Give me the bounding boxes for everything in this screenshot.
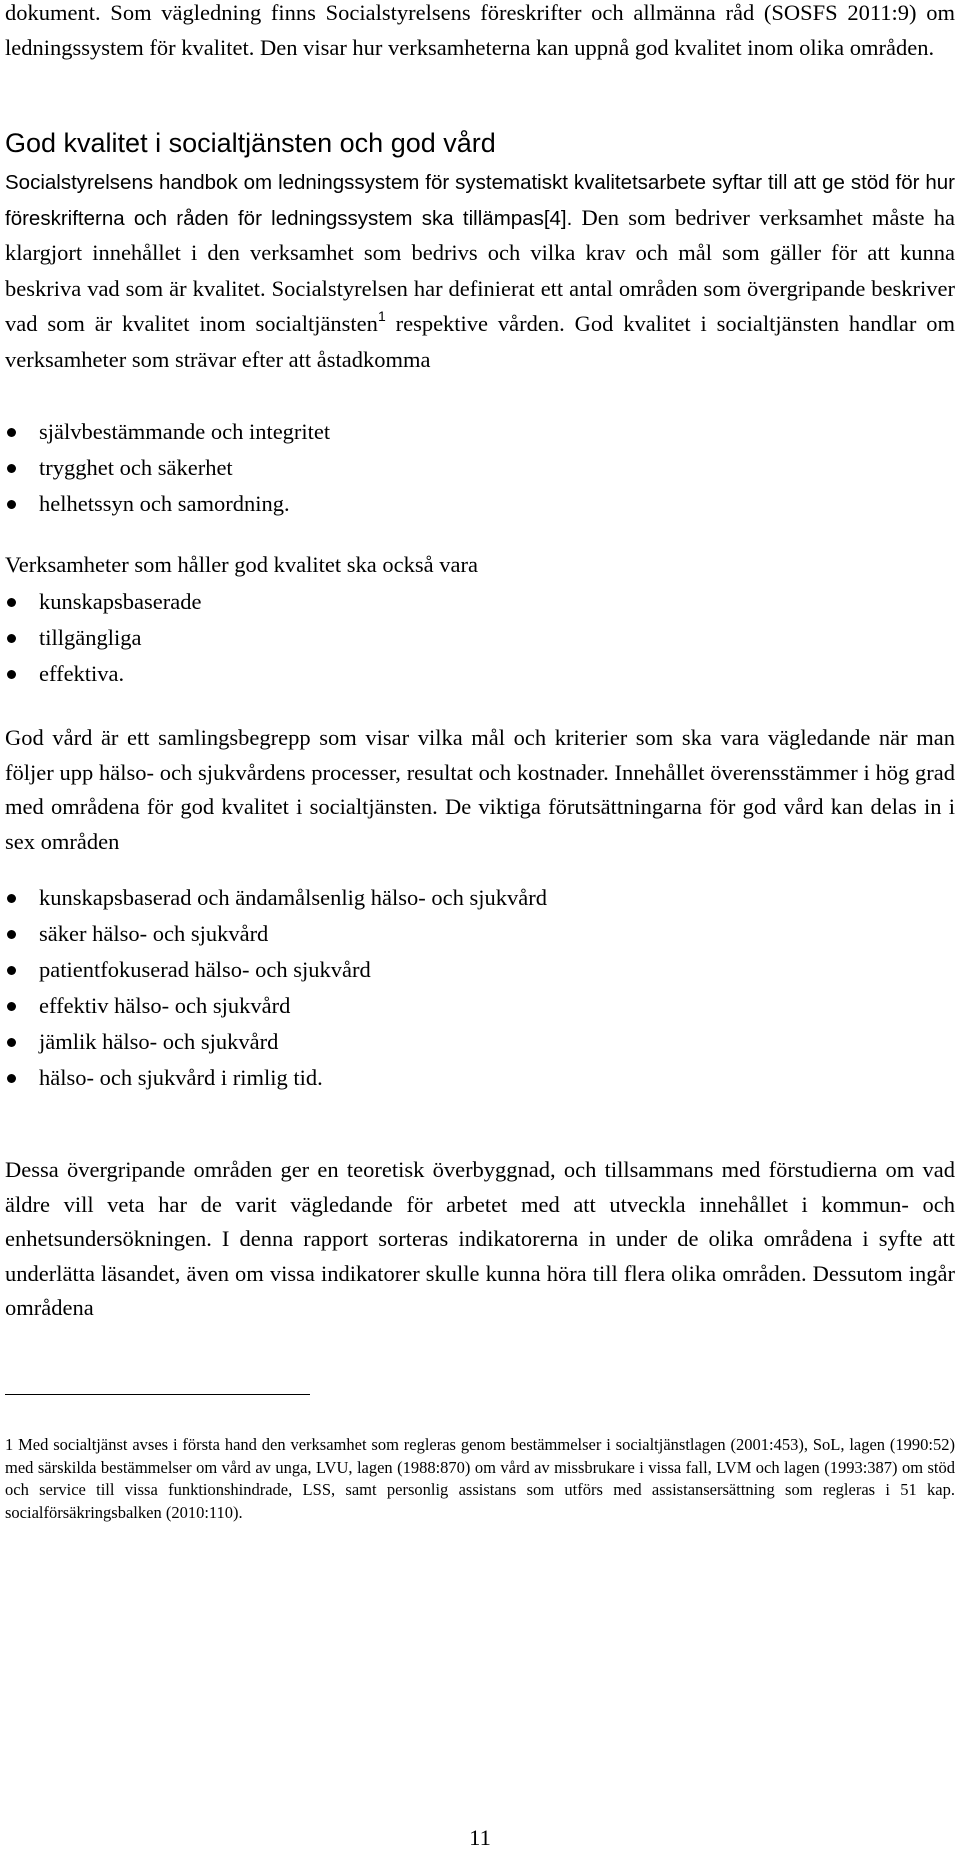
bullet-icon (7, 464, 16, 473)
bullet-icon (7, 966, 16, 975)
bullet-icon (7, 1002, 16, 1011)
god-vard-paragraph: God vård är ett samlingsbegrepp som visar vilka mål och kriterier som ska vara vägledande när man följer upp hälso- och sjukvårdens processer, resultat och kostnader. Innehållet överensstämmer i hög grad med områdena för god kvalitet i socialtjänsten. De viktiga förutsättningarna för god vård kan delas in i sex områden (5, 725, 955, 854)
list-item: kunskapsbaserade (5, 584, 955, 620)
bullet-icon (7, 894, 16, 903)
final-paragraph: Dessa övergripande områden ger en teoretisk överbyggnad, och tillsammans med förstudierna om vad äldre vill veta har de varit vägledande för arbetet med att utveckla innehållet i kommun- och enhetsundersökningen. I denna rapport sorteras indikatorerna in under de olika områdena i syfte att underlätta läsandet, även om vissa indikatorer skulle kunna höra till flera olika områden. Dessutom ingår områdena (5, 1157, 955, 1320)
list-item: patientfokuserad hälso- och sjukvård (5, 952, 955, 988)
social-quality-list (5, 414, 955, 522)
list-item: tillgängliga (5, 620, 955, 656)
footnote-reference: 1 (377, 308, 386, 324)
bullet-icon (7, 930, 16, 939)
top-paragraph: dokument. Som vägledning finns Socialstyrelsens föreskrifter och allmänna råd (SOSFS 2011:9) om ledningssystem för kvalitet. Den visar hur verksamheterna kan uppnå god kvalitet inom olika områden. (5, 0, 955, 60)
bullet-icon (7, 634, 16, 643)
care-list (5, 880, 955, 1096)
page-number: 11 (469, 1825, 491, 1850)
footnote: 1 Med socialtjänst avses i första hand den verksamhet som regleras genom bestämmelser i socialtjänstlagen (2001:453), SoL, lagen (1990:52) med särskilda bestämmelser om vård av unga, LVU, lagen (1988:870) om vård av missbrukare i vissa fall, LVM och lagen (1993:387) om stöd och service till vissa funktionshindrade, LSS, samt personlig assistans som utförs med assistansersättning som regleras i 51 kap. socialförsäkringsbalken (2010:110). (5, 1435, 955, 1522)
bullet-icon (7, 670, 16, 679)
list-item: helhetssyn och samordning. (5, 486, 955, 522)
verksamheter-paragraph: Verksamheter som håller god kvalitet ska också vara (5, 552, 478, 577)
bullet-icon (7, 500, 16, 509)
list-item: jämlik hälso- och sjukvård (5, 1024, 955, 1060)
footnote-divider (5, 1394, 310, 1395)
bullet-icon (7, 1074, 16, 1083)
intro-sans-text: Socialstyrelsens handbok om ledningssystem för systematiskt kvalitetsarbete syftar till att ge stöd för hur föreskrifterna och råden för ledningssystem ska tillämpas[4]. (5, 171, 955, 230)
bullet-icon (7, 428, 16, 437)
list-item: trygghet och säkerhet (5, 450, 955, 486)
quality-list (5, 584, 955, 692)
list-item: kunskapsbaserad och ändamålsenlig hälso- och sjukvård (5, 880, 955, 916)
intro-paragraph (5, 166, 955, 378)
bullet-icon (7, 1038, 16, 1047)
intro-serif-text-after: respektive vården. God kvalitet i socialtjänsten handlar om verksamheter som strävar efter att åstadkomma (5, 311, 956, 372)
intro-serif-text: Den som bedriver verksamhet måste ha klargjort innehållet i den verksamhet som bedrivs och vilka krav och mål som gäller för att kunna beskriva vad som är kvalitet. Socialstyrelsen har definierat ett antal områden som övergripande beskriver vad som är kvalitet inom socialtjänsten (5, 204, 955, 336)
section-heading: God kvalitet i socialtjänsten och god vård (5, 128, 496, 158)
list-item: självbestämmande och integritet (5, 414, 955, 450)
list-item: effektiv hälso- och sjukvård (5, 988, 955, 1024)
list-item: effektiva. (5, 656, 955, 692)
list-item: hälso- och sjukvård i rimlig tid. (5, 1060, 955, 1096)
list-item: säker hälso- och sjukvård (5, 916, 955, 952)
bullet-icon (7, 598, 16, 607)
